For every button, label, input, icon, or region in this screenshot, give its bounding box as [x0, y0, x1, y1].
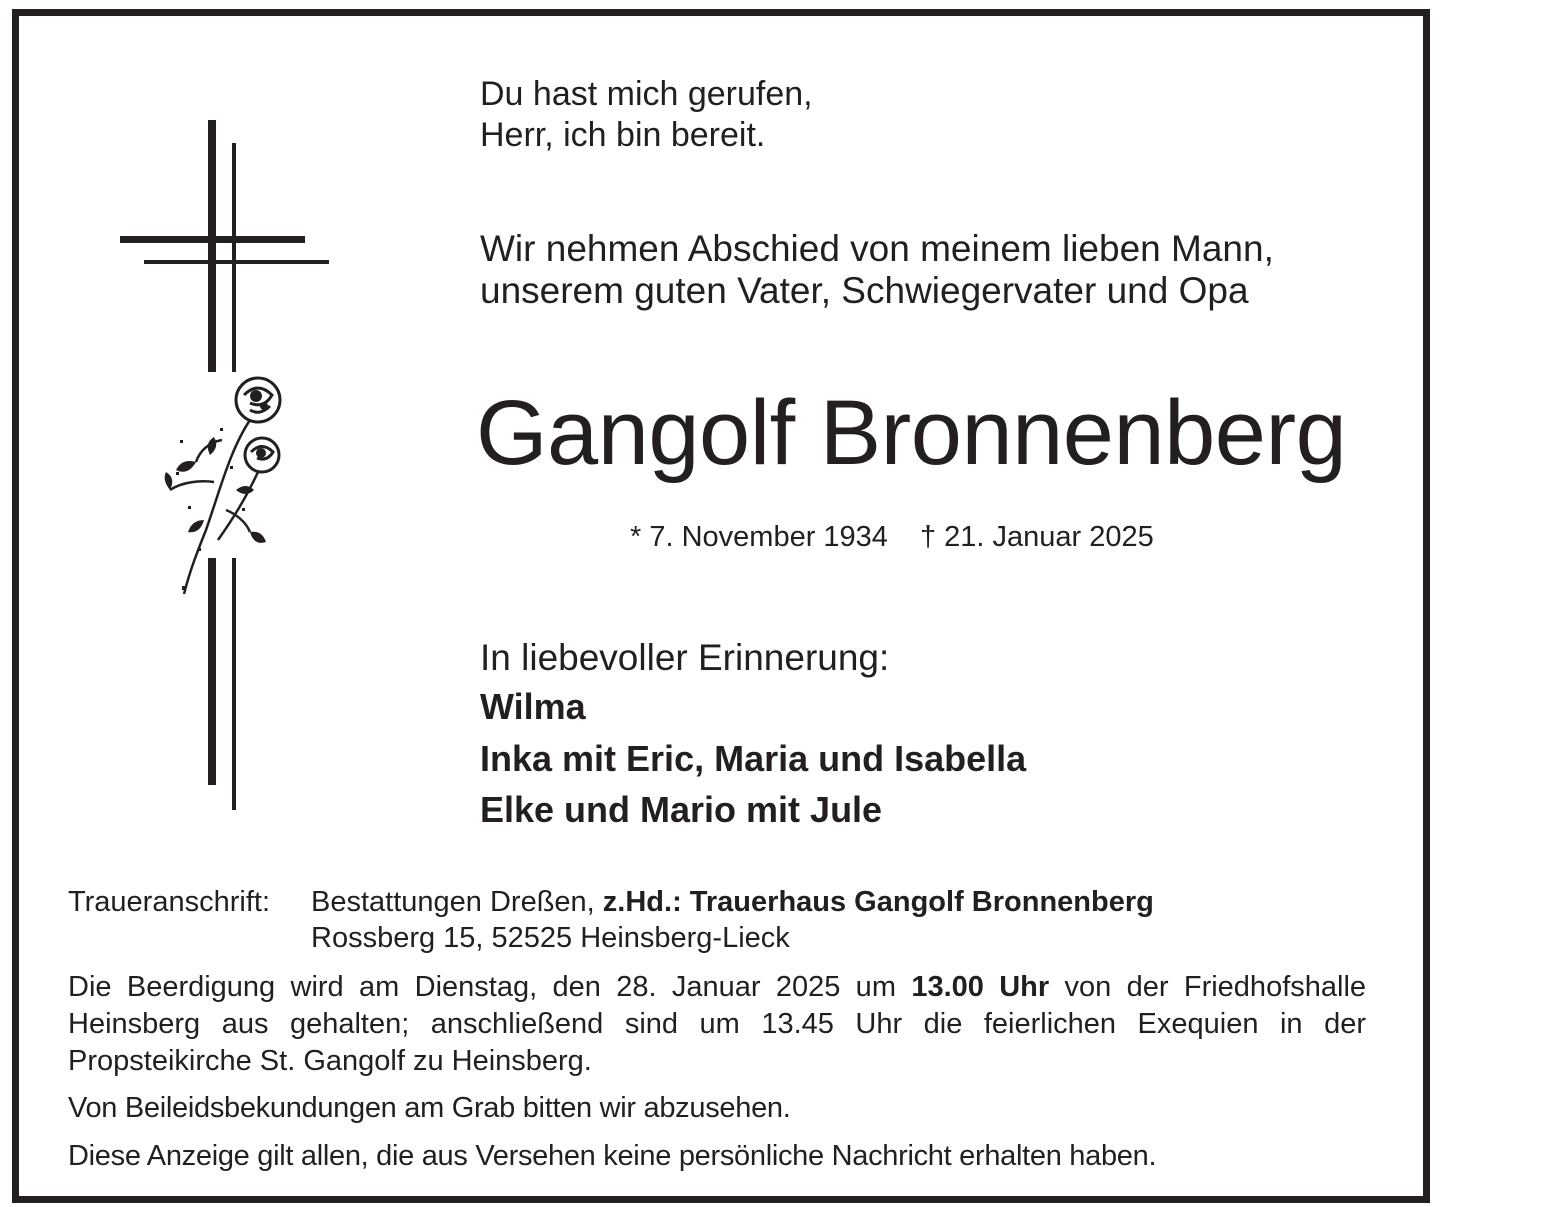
verse: [480, 74, 813, 156]
life-dates: [630, 520, 1154, 554]
mourning-address: [68, 884, 1154, 920]
deceased-name: Gangolf Bronnenberg: [476, 382, 1347, 484]
family-member: Wilma: [480, 686, 586, 727]
birth-date: * 7. November 1934: [630, 521, 888, 553]
funeral-text-1: Die Beerdigung wird am Dienstag, den 28. Januar 2025 um: [68, 971, 896, 1003]
cross-with-rose-icon: [110, 110, 340, 820]
address-attention: z.Hd.: Trauerhaus Gangolf Bronnenberg: [602, 886, 1154, 918]
condolence-note: Von Beileidsbekundungen am Grab bitten wir abzusehen.: [68, 1092, 791, 1124]
memory-heading: In liebevoller Erinnerung:: [480, 637, 890, 678]
address-street: Rossberg 15, 52525 Heinsberg-Lieck: [311, 922, 790, 954]
notice-note: Diese Anzeige gilt allen, die aus Versehen keine persönliche Nachricht erhalten haben.: [68, 1140, 1157, 1172]
intro-line-2: unserem guten Vater, Schwiegervater und Opa: [480, 270, 1249, 311]
address-company: Bestattungen Dreßen,: [311, 886, 595, 918]
intro-line-1: Wir nehmen Abschied von meinem lieben Mann,: [480, 228, 1274, 269]
funeral-time: 13.00 Uhr: [911, 971, 1050, 1003]
funeral-details: [68, 969, 1366, 1080]
farewell-intro: [480, 228, 1274, 312]
family-member: Inka mit Eric, Maria und Isabella: [480, 738, 1027, 779]
verse-line-1: Du hast mich gerufen,: [480, 75, 813, 113]
address-label: Traueranschrift:: [68, 886, 270, 918]
verse-line-2: Herr, ich bin bereit.: [480, 116, 766, 154]
death-date: † 21. Januar 2025: [919, 521, 1154, 553]
family-member: Elke und Mario mit Jule: [480, 789, 883, 830]
funeral-text-2: von der Friedhofshalle Heinsberg aus gehalten; anschließend sind um 13.45 Uhr die feierlichen Exequien in der Propsteikirche St. Gangolf zu Heinsberg.: [68, 971, 1367, 1077]
